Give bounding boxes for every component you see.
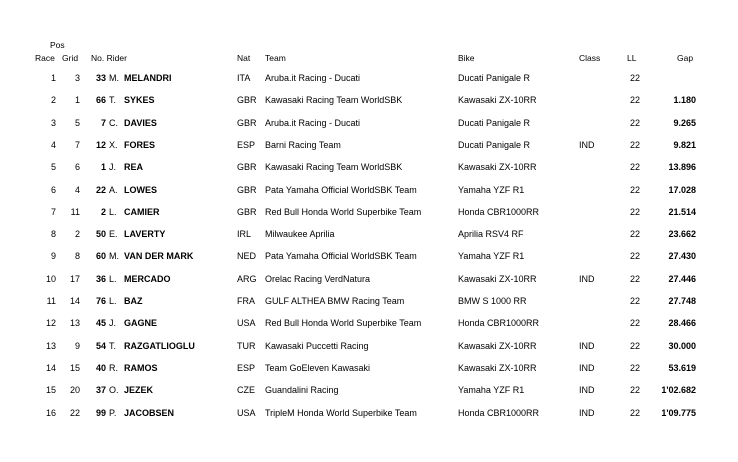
rider-bike: BMW S 1000 RR — [458, 296, 527, 306]
rider-number: 40 — [95, 362, 106, 373]
rider-number: 50 — [95, 229, 106, 240]
table-row — [0, 223, 738, 245]
table-row — [0, 335, 738, 357]
rider-initial: L. — [109, 206, 117, 217]
gap-time: 27.430 — [668, 251, 696, 262]
table-row — [0, 89, 738, 111]
rider-surname: GAGNE — [124, 318, 158, 329]
rider-team: Kawasaki Puccetti Racing — [265, 340, 369, 351]
rider-bike: Kawasaki ZX-10RR — [458, 273, 537, 284]
grid-position: 14 — [69, 296, 80, 306]
rider-bike: Honda CBR1000RR — [458, 206, 540, 217]
rider-initial: C. — [109, 117, 118, 128]
gap-time: 53.619 — [668, 362, 696, 373]
rider-class: IND — [579, 273, 595, 284]
laps-led: 22 — [629, 273, 640, 284]
rider-surname: CAMIER — [124, 206, 160, 217]
gap-time: 30.000 — [668, 340, 696, 351]
grid-position: 17 — [69, 273, 80, 284]
rider-nat: ESP — [237, 362, 256, 373]
rider-nat: GBR — [237, 206, 257, 217]
laps-led: 22 — [629, 73, 640, 83]
rider-number: 37 — [95, 385, 106, 396]
rider-team: Aruba.it Racing - Ducati — [265, 117, 361, 128]
rider-team: GULF ALTHEA BMW Racing Team — [265, 296, 405, 306]
rider-initial: T. — [109, 340, 117, 351]
grid-position: 3 — [74, 73, 80, 83]
rider-surname: LOWES — [124, 184, 157, 195]
rider-surname: MELANDRI — [124, 73, 172, 83]
grid-position: 2 — [74, 229, 80, 240]
gap-time: 1.180 — [673, 95, 696, 106]
rider-bike: Ducati Panigale R — [458, 73, 531, 83]
rider-surname: RAMOS — [124, 362, 158, 373]
rider-initial: J. — [109, 318, 117, 329]
race-position: 12 — [45, 318, 56, 329]
header-class: Class — [579, 53, 601, 63]
rider-bike: Honda CBR1000RR — [458, 407, 540, 418]
grid-position: 7 — [74, 139, 80, 150]
rider-team: Aruba.it Racing - Ducati — [265, 73, 361, 83]
gap-time: 21.514 — [668, 206, 696, 217]
header-race: Race — [35, 53, 55, 63]
rider-number: 2 — [100, 206, 106, 217]
rider-number: 22 — [95, 184, 106, 195]
rider-surname: FORES — [124, 139, 156, 150]
rider-nat: GBR — [237, 162, 257, 173]
rider-class: IND — [579, 362, 595, 373]
gap-time: 23.662 — [668, 229, 696, 240]
table-row — [0, 357, 738, 379]
gap-time: 1'02.682 — [661, 385, 696, 396]
rider-team: Guandalini Racing — [265, 385, 339, 396]
table-row — [0, 290, 738, 312]
rider-surname: JACOBSEN — [124, 407, 175, 418]
grid-position: 15 — [69, 362, 80, 373]
rider-initial: J. — [109, 162, 117, 173]
laps-led: 22 — [629, 162, 640, 173]
rider-bike: Yamaha YZF R1 — [458, 251, 525, 262]
header-gap: Gap — [677, 53, 694, 63]
rider-team: Pata Yamaha Official WorldSBK Team — [265, 184, 417, 195]
race-position: 8 — [50, 229, 56, 240]
rider-initial: E. — [109, 229, 118, 240]
rider-surname: JEZEK — [124, 385, 154, 396]
table-row — [0, 179, 738, 201]
rider-nat: FRA — [237, 296, 255, 306]
race-position: 11 — [46, 296, 56, 306]
grid-position: 5 — [74, 117, 80, 128]
rider-initial: L. — [109, 296, 117, 306]
rider-number: 99 — [95, 407, 106, 418]
table-row — [0, 312, 738, 334]
grid-position: 22 — [69, 407, 80, 418]
race-position: 16 — [45, 407, 56, 418]
grid-position: 8 — [74, 251, 80, 262]
rider-number: 36 — [95, 273, 106, 284]
rider-initial: M. — [109, 73, 119, 83]
rider-bike: Kawasaki ZX-10RR — [458, 162, 537, 173]
rider-team: Barni Racing Team — [265, 139, 341, 150]
grid-position: 9 — [74, 340, 80, 351]
rider-number: 1 — [100, 162, 106, 173]
header-grid: Grid — [62, 53, 79, 63]
laps-led: 22 — [629, 251, 640, 262]
gap-time: 9.265 — [673, 117, 696, 128]
rider-nat: TUR — [237, 340, 256, 351]
gap-time: 27.748 — [668, 296, 696, 306]
table-row — [0, 245, 738, 267]
rider-bike: Honda CBR1000RR — [458, 318, 540, 329]
rider-number: 76 — [95, 296, 106, 306]
gap-time: 17.028 — [668, 184, 696, 195]
gap-time: 13.896 — [668, 162, 696, 173]
rider-nat: NED — [237, 251, 257, 262]
grid-position: 13 — [69, 318, 80, 329]
race-position: 1 — [50, 73, 56, 83]
rider-nat: IRL — [237, 229, 252, 240]
table-row — [0, 112, 738, 134]
header-team: Team — [265, 53, 286, 63]
rider-team: Red Bull Honda World Superbike Team — [265, 318, 422, 329]
grid-position: 1 — [74, 95, 80, 106]
rider-number: 33 — [95, 73, 106, 83]
race-position: 6 — [50, 184, 56, 195]
grid-position: 20 — [69, 385, 80, 396]
laps-led: 22 — [629, 340, 640, 351]
rider-bike: Kawasaki ZX-10RR — [458, 362, 537, 373]
rider-nat: ESP — [237, 139, 256, 150]
laps-led: 22 — [629, 385, 640, 396]
rider-nat: USA — [237, 407, 256, 418]
rider-bike: Kawasaki ZX-10RR — [458, 340, 537, 351]
race-position: 4 — [50, 139, 56, 150]
race-position: 7 — [50, 206, 56, 217]
rider-team: TripleM Honda World Superbike Team — [265, 407, 417, 418]
gap-time: 28.466 — [668, 318, 696, 329]
laps-led: 22 — [629, 117, 640, 128]
rider-initial: T. — [109, 95, 117, 106]
rider-number: 54 — [95, 340, 106, 351]
table-row — [0, 379, 738, 401]
laps-led: 22 — [629, 184, 640, 195]
rider-initial: X. — [109, 139, 118, 150]
rider-initial: R. — [109, 362, 118, 373]
rider-bike: Kawasaki ZX-10RR — [458, 95, 537, 106]
grid-position: 11 — [70, 206, 80, 217]
header-ll: LL — [627, 53, 637, 63]
rider-team: Team GoEleven Kawasaki — [265, 362, 371, 373]
rider-bike: Ducati Panigale R — [458, 117, 531, 128]
race-position: 10 — [45, 273, 56, 284]
laps-led: 22 — [629, 206, 640, 217]
table-row — [0, 67, 738, 89]
rider-initial: A. — [109, 184, 118, 195]
rider-team: Milwaukee Aprilia — [265, 229, 335, 240]
gap-time: 1'09.775 — [661, 407, 696, 418]
rider-surname: MERCADO — [124, 273, 171, 284]
rider-team: Orelac Racing VerdNatura — [265, 273, 371, 284]
rider-nat: GBR — [237, 95, 257, 106]
race-position: 5 — [50, 162, 56, 173]
rider-initial: L. — [109, 273, 117, 284]
rider-bike: Aprilia RSV4 RF — [458, 229, 524, 240]
rider-nat: ITA — [237, 73, 251, 83]
gap-time: 27.446 — [668, 273, 696, 284]
table-row — [0, 134, 738, 156]
rider-surname: VAN DER MARK — [124, 251, 194, 262]
rider-bike: Yamaha YZF R1 — [458, 385, 525, 396]
rider-surname: LAVERTY — [124, 229, 166, 240]
rider-nat: CZE — [237, 385, 255, 396]
grid-position: 4 — [74, 184, 80, 195]
rider-number: 7 — [100, 117, 106, 128]
table-row — [0, 201, 738, 223]
rider-nat: GBR — [237, 117, 257, 128]
table-row — [0, 402, 738, 424]
rider-team: Kawasaki Racing Team WorldSBK — [265, 95, 403, 106]
race-position: 2 — [50, 95, 56, 106]
rider-nat: USA — [237, 318, 256, 329]
grid-position: 6 — [74, 162, 80, 173]
header-bike: Bike — [458, 53, 475, 63]
laps-led: 22 — [629, 139, 640, 150]
race-position: 14 — [45, 362, 56, 373]
rider-surname: RAZGATLIOGLU — [124, 340, 195, 351]
rider-nat: ARG — [237, 273, 257, 284]
rider-class: IND — [579, 407, 595, 418]
header-nat: Nat — [237, 53, 251, 63]
rider-surname: REA — [124, 162, 144, 173]
rider-number: 12 — [95, 139, 106, 150]
race-position: 15 — [45, 385, 56, 396]
rider-team: Red Bull Honda World Superbike Team — [265, 206, 422, 217]
rider-initial: O. — [109, 385, 119, 396]
rider-surname: DAVIES — [124, 117, 157, 128]
race-position: 9 — [50, 251, 56, 262]
rider-surname: BAZ — [124, 296, 143, 306]
rider-team: Pata Yamaha Official WorldSBK Team — [265, 251, 417, 262]
laps-led: 22 — [629, 229, 640, 240]
gap-time: 9.821 — [673, 139, 696, 150]
rider-class: IND — [579, 139, 595, 150]
rider-initial: P. — [109, 407, 117, 418]
rider-bike: Ducati Panigale R — [458, 139, 531, 150]
rider-nat: GBR — [237, 184, 257, 195]
rider-class: IND — [579, 385, 595, 396]
rider-surname: SYKES — [124, 95, 155, 106]
header-pos: Pos — [50, 40, 65, 50]
rider-class: IND — [579, 340, 595, 351]
laps-led: 22 — [629, 407, 640, 418]
laps-led: 22 — [629, 95, 640, 106]
rider-initial: M. — [109, 251, 119, 262]
table-row — [0, 156, 738, 178]
header-no-rider: No. Rider — [91, 53, 127, 63]
rider-bike: Yamaha YZF R1 — [458, 184, 525, 195]
laps-led: 22 — [629, 362, 640, 373]
laps-led: 22 — [629, 318, 640, 329]
laps-led: 22 — [629, 296, 640, 306]
rider-number: 60 — [95, 251, 106, 262]
table-row — [0, 268, 738, 290]
race-position: 3 — [50, 117, 56, 128]
race-position: 13 — [45, 340, 56, 351]
rider-number: 45 — [95, 318, 106, 329]
rider-team: Kawasaki Racing Team WorldSBK — [265, 162, 403, 173]
rider-number: 66 — [95, 95, 106, 106]
